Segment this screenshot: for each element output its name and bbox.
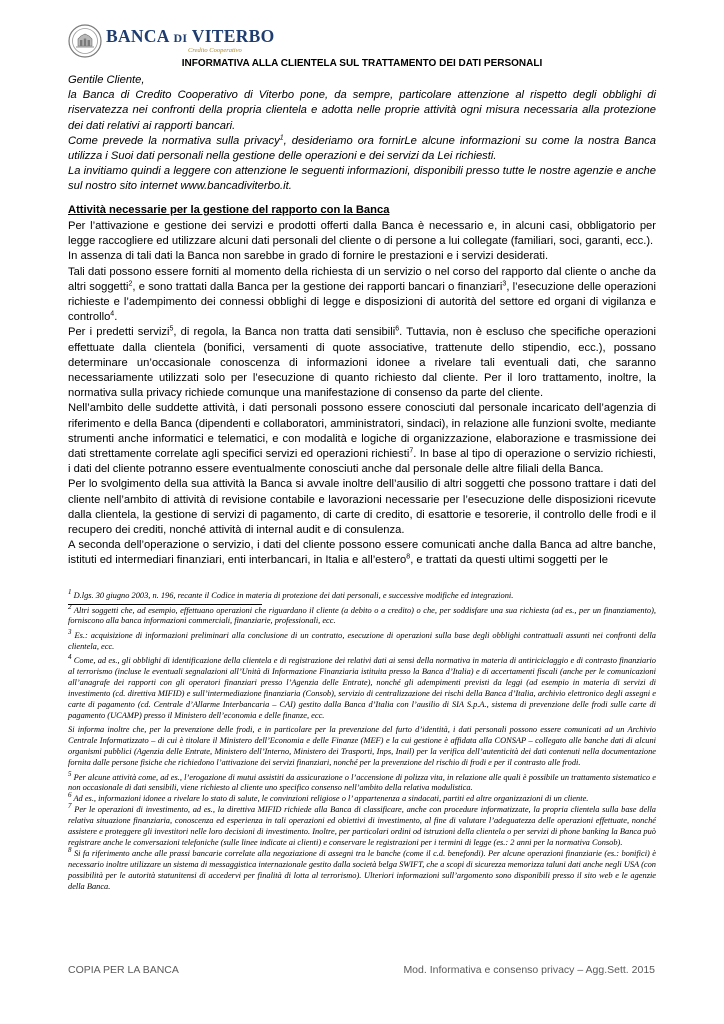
footnote-ref: 2 (128, 280, 133, 288)
footnote-1: $^1$ D.lgs. 30 giugno 2003, n. 196, recante il Codice in materia di protezione dei dati personali, e successive modifiche ed integrazioni. (68, 588, 514, 600)
bank-subtitle: Credito Cooperativo (188, 47, 242, 54)
intro-paragraph: la Banca di Credito Cooperativo di Viterbo pone, da sempre, particolare attenzione al rispetto degli obblighi di riservatezza nei confronti della propria clientela e adotta nelle proprie attività ogni misura necessaria alla protezione dei dati relativi ai rapporti bancari. (68, 89, 656, 132)
intro-paragraph: La invitiamo quindi a leggere con attenzione le seguenti informazioni, disponibili presso tutte le nostre agenzie e anche sul nostro sito internet www.bancadiviterbo.it. (68, 165, 656, 193)
footnote-ref: 8 (406, 553, 411, 561)
bank-seal-icon (68, 24, 102, 58)
footnote-ref: 5 (169, 325, 174, 333)
body-paragraph: A seconda dell’operazione o servizio, i dati del cliente possono essere comunicati anche dalla Banca ad altre banche, istituti ed intermediari finanziari, enti interbancari, in Italia e all’estero$^8$, e trattati da questi ultimi soggetti per le (68, 539, 656, 567)
footnote-3: $^3$ Es.: acquisizione di informazioni preliminari alla conclusione di un contratto, esecuzione di operazioni sulla base degli obblighi contrattuali assunti nei confronti della clientela, ecc. (68, 628, 656, 651)
footnotes (68, 588, 656, 893)
footnote-ref: 3 (502, 280, 507, 288)
footnote-ref: 4 (110, 310, 115, 318)
section-title: Attività necessarie per la gestione del rapporto con la Banca (68, 204, 390, 216)
footnote-2: $^2$ Altri soggetti che, ad esempio, effettuano operazioni che riguardano il cliente (a debito o a credito) o che, per soddisfare una sua richiesta (ad es., per un finanziamento), forniscono alla banca informazioni commerciali, finanziarie, professionali, ecc. (68, 602, 656, 626)
footer-copy-label: COPIA PER LA BANCA (68, 964, 179, 976)
body-paragraph: Per i predetti servizi$^5$, di regola, la Banca non tratta dati sensibili$^6$. Tuttavia, non è escluso che specifiche operazioni effettuate dalla clientela (bonifici, versamenti di quote associative, trattenute dello stipendio, ecc.), possano determinare un’occasionale conoscenza di informazioni idonee a rivelare tali eventuali dati, che saranno necessariamente utilizzati solo per l’esecuzione di quanto richiesto dal cliente. Per il loro trattamento, inoltre, la normativa sulla privacy richiede comunque una manifestazione di consenso da parte del cliente. (68, 325, 657, 400)
body-paragraph: In assenza di tali dati la Banca non sarebbe in grado di fornire le prestazioni e i servizi desiderati. (68, 250, 549, 263)
footnote-5: $^5$ Per alcune attività come, ad es., l’erogazione di mutui assistiti da assicurazione o l’accensione di polizza vita, in relazione alle quali è possibile un trattamento sistematico e non occasionale di dati sensibili, viene richiesto al cliente uno specifico consenso nell’ambito della relativa modulistica. (68, 769, 656, 793)
footnote-4-continuation: Si informa inoltre che, per la prevenzione delle frodi, e in particolare per la prevenzione del furto d’identità, i dati personali possono essere comunicati ad un Archivio Centrale Informatizzato – di cui è titolare il Ministero dell’Economia e delle Finanze (MEF) e la cui gestione è affidata alla CONSAP – collegato alle banche dati di alcuni organismi pubblici (Agenzia delle Entrate, Ministero dell’Interno, Ministero dei Trasporti, Inps, Inail) per la verifica dell’autenticità dei dati contenuti nella documentazione fornita dalle persone fisiche che richiedono l’attivazione dei servizi finanziari, nonché per la prevenzione del rischio di frodi e per il contrasto alle frodi. (68, 725, 656, 768)
footnote-ref: 7 (409, 447, 414, 455)
document-title: INFORMATIVA ALLA CLIENTELA SUL TRATTAMENTO DEI DATI PERSONALI (181, 58, 543, 69)
bank-logo (68, 24, 275, 58)
intro-paragraph: Come prevede la normativa sulla privacy$^1$, desideriamo ora fornirLe alcune informazioni su come la nostra Banca utilizza i Suoi dati personali nella gestione delle operazioni e dei servizi da Lei richiesti. (68, 134, 656, 163)
bank-name: BANCA DI VITERBO (106, 26, 275, 46)
intro-greeting: Gentile Cliente, (68, 74, 145, 86)
section-body (68, 219, 656, 569)
body-paragraph: Tali dati possono essere forniti al momento della richiesta di un servizio o nel corso del rapporto dal cliente o anche da altri soggetti$^2$, e sono trattati dalla Banca per la gestione dei rapporti bancari o finanziari$^3$, l’esecuzione delle operazioni richieste e l’adempimento dei connessi obblighi di legge e disposizioni di autorità del settore ed organi di vigilanza e controllo$^4$. (68, 265, 657, 324)
body-paragraph: Nell’ambito delle suddette attività, i dati personali possono essere conosciuti dal personale incaricato dell’agenzia di riferimento e della Banca (dipendenti e collaboratori, amministratori, sindaci), in relazione alle funzioni svolte, mediante strumenti anche informatici e telematici, e con modalità e logiche di organizzazione, elaborazione e trasmissione dei dati strettamente correlate agli specifici servizi ed operazioni richiesti$^7$. In base al tipo di operazione o servizio richiesti, i dati del cliente potranno essere eventualmente conosciuti anche dal personale delle altre filiali della Banca. (68, 402, 656, 476)
footnote-4: $^4$ Come, ad es., gli obblighi di identificazione della clientela e di registrazione dei relativi dati ai sensi della normativa in materia di antiriciclaggio e di contrasto finanziario al terrorismo (incluse le eventuali segnalazioni all’Unità di Informazione Finanziaria istituita presso la Banca d’Italia) e di accertamenti fiscali (anche per le comunicazioni all’anagrafe dei rapporti con gli operatori finanziari presso l’Agenzia delle Entrate), nonché gli adempimenti previsti da leggi (ad esempio in materia di servizi di investimento (cd. direttiva MIFID) e sull’intermediazione finanziaria (Consob), servizio di centralizzazione dei rischi della Banca d’Italia, archivio elettronico degli assegni e carte di pagamento (cd. Centrale d’Allarme Interbancaria – CAI) gestito dalla Banca d’Italia con l’ausilio di SIA S.p.A., sistema di prevenzione delle frodi sulle carte di pagamento (UCAMP) presso il Ministero dell’economia e delle finanze, ecc. (68, 653, 656, 720)
footnote-ref: 6 (395, 325, 400, 333)
footnote-6: $^6$ Ad es., informazioni idonee a rivelare lo stato di salute, le convinzioni religiose o l’ appartenenza a sindacati, partiti ed altre organizzazioni di un cliente. (68, 791, 589, 804)
footnote-8: $^8$ Si fa riferimento anche alle prassi bancarie correlate alla negoziazione di assegni tra le banche (come il c.d. benefondi). Per alcune operazioni finanziarie (es.: bonifici) è necessario inoltre utilizzare un sistema di messaggistica internazionale gestito dalla società belga SWIFT, che a scopi di sicurezza memorizza taluni dati anche negli USA (con possibilità per le autorità statunitensi di accedervi per finalità di lotta al terrorismo). Ulteriori informazioni sull’argomento sono disponibili presso il sito web e le agenzie della Banca. (68, 846, 656, 891)
body-paragraph: Per lo svolgimento della sua attività la Banca si avvale inoltre dell’ausilio di altri soggetti che possono trattare i dati del cliente nell’ambito di attività di revisione contabile e lavorazioni necessarie per l’esecuzione delle disposizioni ricevute dalla clientela, la gestione di servizi di pagamento, di carte di credito, di esattorie e tesorerie, il controllo delle frodi e il recupero dei crediti, nonché attività di internal audit e di consulenza. (68, 478, 656, 537)
footer-form-reference: Mod. Informativa e consenso privacy – Agg.Sett. 2015 (403, 964, 655, 976)
footnote-7: $^7$ Per le operazioni di investimento, ad es., la direttiva MIFID richiede alla Banca di classificare, anche con procedure informatizzate, la propria clientela sulla base della relativa situazione finanziaria, conoscenza ed esperienza in tali operazioni ed obiettivi di investimento, al fine di valutare l’adeguatezza delle operazioni effettuate, nonché assistere e proteggere gli investitori nelle loro decisioni di investimento. Inoltre, per particolari ordini od istruzioni della clientela o per servizi di phone banking la Banca può registrare anche le conversazioni telefoniche (sulle linee indicate ai clienti) e conservare le registrazioni per i termini di legge (es.: 2 anni per la normativa Consob). (68, 802, 656, 847)
intro-section (68, 73, 656, 195)
body-paragraph: Per l’attivazione e gestione dei servizi e prodotti offerti dalla Banca è necessario e, in alcuni casi, obbligatorio per legge raccogliere ed utilizzare alcuni dati personali del cliente o di persone a lui collegate (familiari, soci, garanti, ecc.). (68, 220, 656, 248)
footnote-ref: 1 (279, 134, 284, 142)
